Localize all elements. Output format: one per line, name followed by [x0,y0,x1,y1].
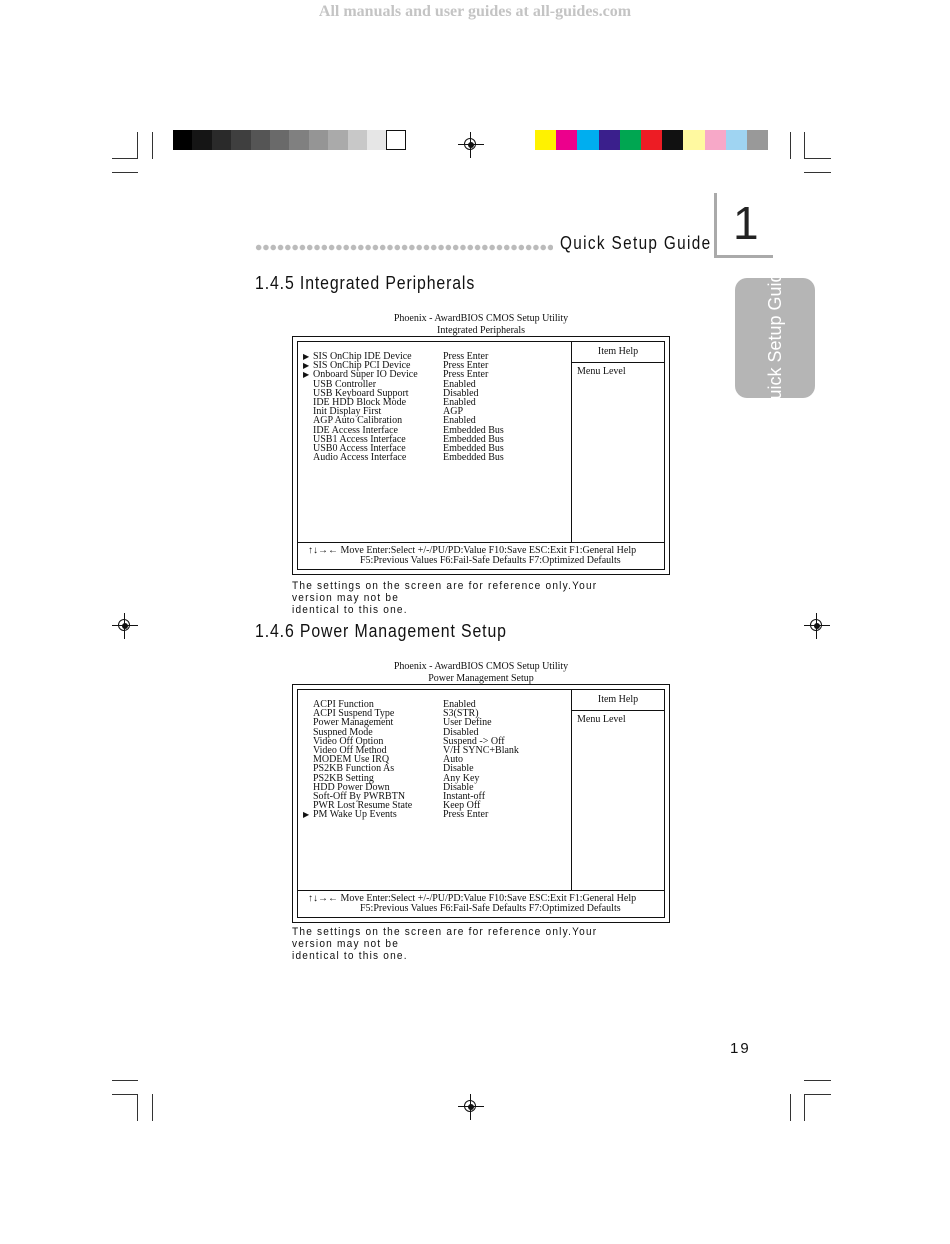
color-swatch [212,130,231,150]
color-swatch [251,130,270,150]
submenu-arrow-icon: ▶ [303,370,310,380]
color-swatch [367,130,386,150]
chapter-number: 1 [733,197,759,249]
color-swatch [535,130,556,150]
color-swatch [577,130,598,150]
color-swatch [705,130,726,150]
side-tab [735,262,815,414]
watermark: All manuals and user guides at all-guides.com [318,3,632,20]
help-title: Item Help [597,694,639,705]
color-swatch [726,130,747,150]
color-swatch [192,130,211,150]
page-number: 19 [730,1040,751,1057]
help-title: Item Help [597,346,639,357]
color-swatch [556,130,577,150]
bios-caption: Phoenix - AwardBIOS CMOS Setup Utility Power Management Setup [393,661,569,684]
submenu-arrow-icon: ▶ [303,361,310,371]
color-swatch [348,130,367,150]
color-swatch [599,130,620,150]
color-swatch [747,130,768,150]
reference-note: The settings on the screen are for reference only.Your version may not be identical to this one. [292,926,598,962]
section-title: 1.4.6 Power Management Setup [255,621,507,641]
registration-mark-icon [804,613,830,639]
color-swatch [231,130,250,150]
registration-mark-icon [112,613,138,639]
side-tab-label: Quick Setup Guide [765,262,785,414]
section-title: 1.4.5 Integrated Peripherals [255,273,476,293]
color-swatch [270,130,289,150]
help-text: Menu Level [577,366,626,377]
bios-screen: Item Help Menu Level ACPI Function Enabled ACPI Suspend Type S3(STR) Power Management User Define Suspned Mode Disabled Video Off Option Suspend -> Off Video Off Method V/H SYNC+Blank MODEM Use IRQ Auto PS2KB Function As Disable PS2KB Setting Any Key HDD Power Down Disable Soft-Off By PWRBTN Instant-off PWR Lost Resume State Keep Off ▶ PM Wake Up Events Press Enter ↑↓→← Move Enter:Select +/-/PU/PD:Value F10:Save ESC:Exit F1:General Help F5:Previous Values F6:Fail-Safe Defaults F7:Optimized Defaults [292,684,670,923]
registration-mark-icon [458,1094,484,1120]
bios-key-legend: ↑↓→← Move Enter:Select +/-/PU/PD:Value F10:Save ESC:Exit F1:General Help [308,545,637,556]
color-swatch [620,130,641,150]
color-swatch [683,130,704,150]
bios-screen: Item Help Menu Level ▶ SIS OnChip IDE Device Press Enter ▶ SIS OnChip PCI Device Press Enter ▶ Onboard Super IO Device Press Enter USB Controller Enabled USB Keyboard Support Disabled IDE HDD Block Mode Enabled Init Display First AGP AGP Auto Calibration Enabled IDE Access Interface Embedded Bus USB1 Access Interface Embedded Bus USB0 Access Interface Embedded Bus Audio Access Interface Embedded Bus ↑↓→← Move Enter:Select +/-/PU/PD:Value F10:Save ESC:Exit F1:General Help F5:Previous Values F6:Fail-Safe Defaults F7:Optimized Defaults [292,336,670,575]
reference-note: The settings on the screen are for reference only.Your version may not be identical to this one. [292,580,598,616]
color-swatch [328,130,347,150]
help-text: Menu Level [577,714,626,725]
registration-mark-icon [458,132,484,158]
bios-caption: Phoenix - AwardBIOS CMOS Setup Utility Integrated Peripherals [393,313,569,336]
color-swatch [289,130,308,150]
bios-key-legend: ↑↓→← Move Enter:Select +/-/PU/PD:Value F10:Save ESC:Exit F1:General Help [308,893,637,904]
color-swatch [309,130,328,150]
page-header-title: Quick Setup Guide [560,233,712,253]
color-swatch [641,130,662,150]
submenu-arrow-icon: ▶ [303,352,310,361]
bios-key-legend: F5:Previous Values F6:Fail-Safe Defaults F7:Optimized Defaults [360,555,621,566]
header-dotted-rule [255,244,553,251]
submenu-arrow-icon: ▶ [303,810,310,820]
bios-key-legend: F5:Previous Values F6:Fail-Safe Defaults F7:Optimized Defaults [360,903,621,914]
color-swatch [386,130,405,150]
color-swatch [173,130,192,150]
color-swatch [662,130,683,150]
